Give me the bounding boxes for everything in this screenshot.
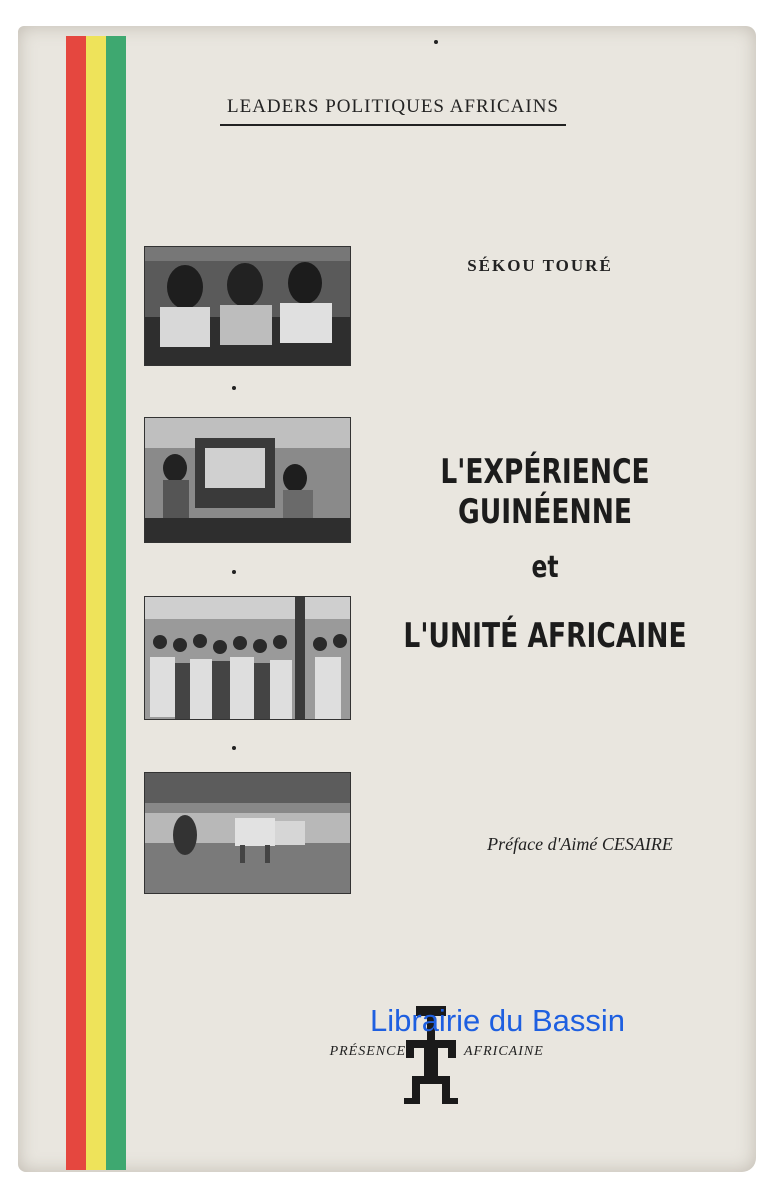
workshop-photo	[144, 417, 351, 543]
flag-stripe-green	[106, 36, 126, 1170]
series-underline	[220, 124, 566, 126]
flag-stripe-yellow	[86, 36, 106, 1170]
children-photo	[144, 246, 351, 366]
speck	[232, 386, 236, 390]
speck	[232, 746, 236, 750]
book-title-line3: L'UNITÉ AFRICAINE	[403, 616, 687, 656]
bookseller-watermark: Librairie du Bassin	[370, 1003, 626, 1038]
author-name: SÉKOU TOURÉ	[467, 256, 613, 275]
flag-stripe-red	[66, 36, 86, 1170]
speck	[232, 570, 236, 574]
speck	[434, 40, 438, 44]
series-title: LEADERS POLITIQUES AFRICAINS	[226, 96, 560, 117]
preface-credit: Préface d'Aimé CESAIRE	[487, 834, 673, 854]
publisher-name-left: PRÉSENCE	[329, 1044, 406, 1059]
book-title-line2: et	[531, 550, 559, 585]
crowd-photo	[144, 596, 351, 720]
publisher-name-right: AFRICAINE	[464, 1044, 544, 1059]
book-title-line1: L'EXPÉRIENCE GUINÉENNE	[440, 452, 650, 532]
book-cover	[18, 26, 756, 1172]
farming-photo	[144, 772, 351, 894]
